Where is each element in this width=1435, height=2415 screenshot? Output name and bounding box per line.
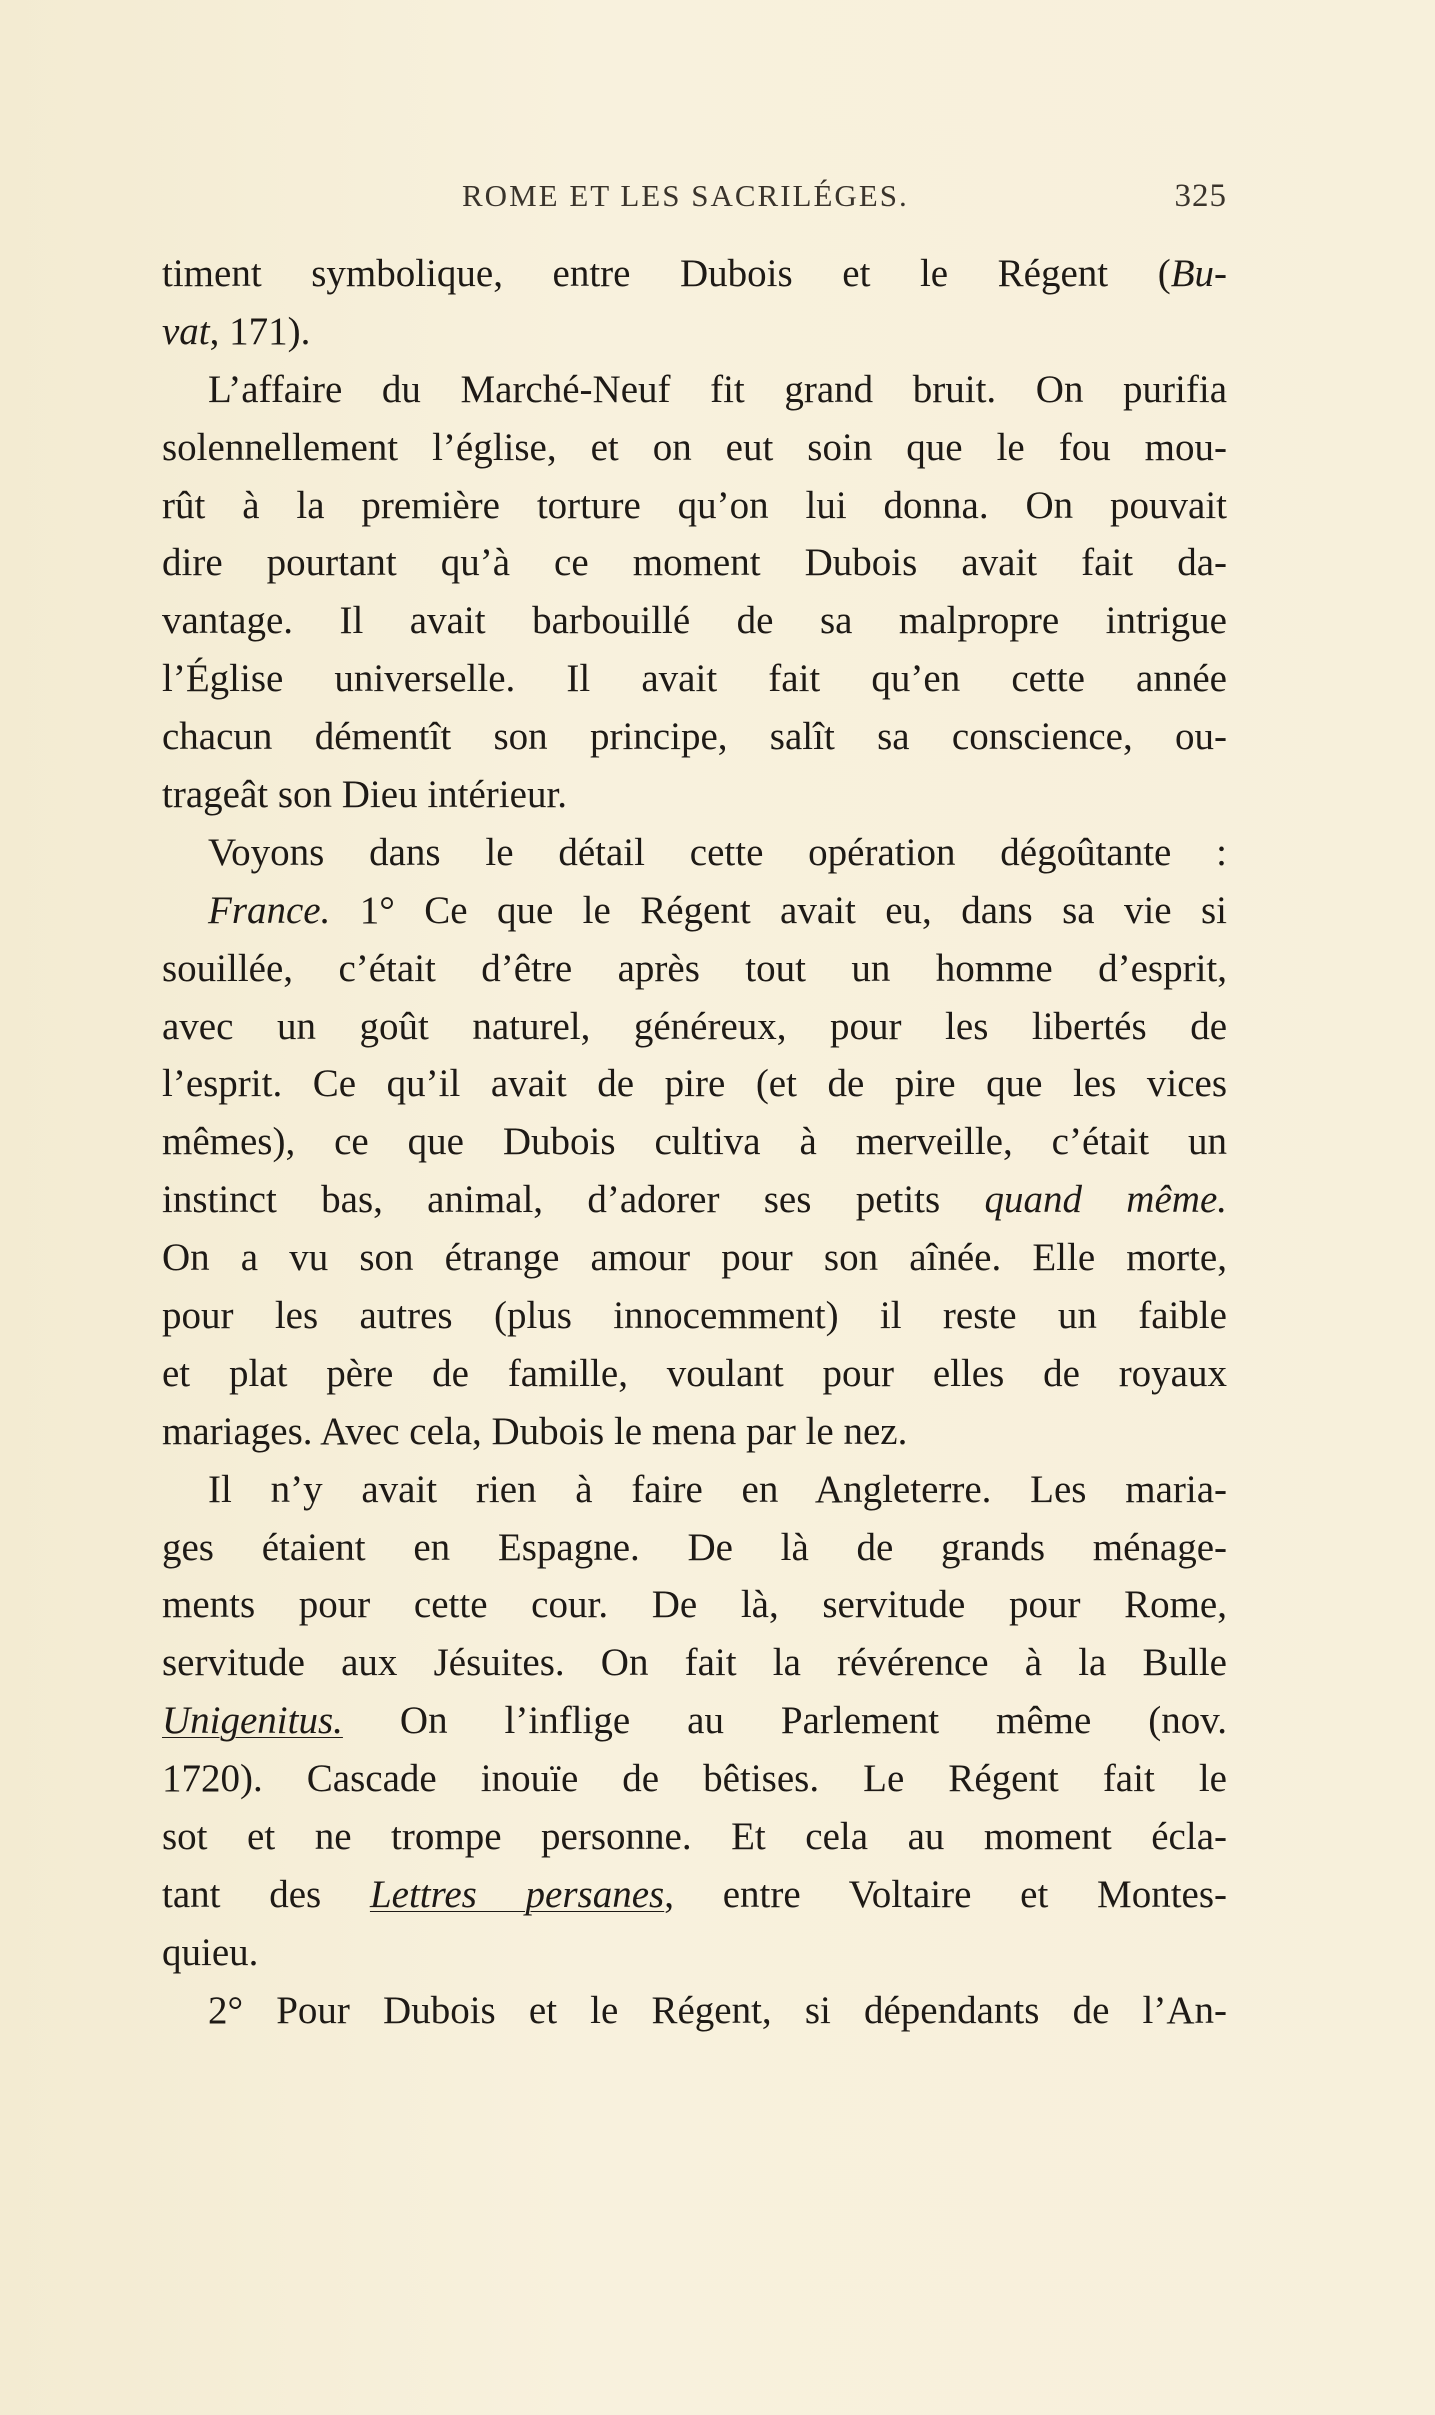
text-line: solennellement l’église, et on eut soin que le fou mou- (162, 425, 1227, 469)
text-line: souillée, c’était d’être après tout un homme d’esprit, (162, 946, 1227, 990)
text-line (162, 1866, 1227, 1924)
text-line: rût à la première torture qu’on lui donna. On pouvait (162, 483, 1227, 527)
italic-book-title: Lettres persanes (369, 1872, 665, 1916)
text-line: chacun démentît son principe, salît sa conscience, ou- (162, 715, 1227, 759)
text-line: pour les autres (plus innocemment) il reste un faible (162, 1294, 1227, 1338)
paragraph-start-line: Voyons dans le détail cette opération dégoûtante : (208, 830, 1227, 874)
text-line: vantage. Il avait barbouillé de sa malpropre intrigue (162, 599, 1227, 643)
text-line: On a vu son étrange amour pour son aînée. Elle morte, (162, 1236, 1227, 1280)
italic-phrase: quand même. (984, 1178, 1227, 1222)
italic-citation: vat (162, 309, 210, 353)
text-line: et plat père de famille, voulant pour elles de royaux (162, 1351, 1227, 1395)
paragraph-start-line: 2° Pour Dubois et le Régent, si dépendants de l’An- (208, 1988, 1227, 2032)
text-line: trageât son Dieu intérieur. (162, 773, 568, 817)
text-segment: , entre Voltaire et Montes- (664, 1872, 1227, 1916)
text-line: l’Église universelle. Il avait fait qu’en cette année (162, 657, 1227, 701)
text-line: sot et ne trompe personne. Et cela au moment écla- (162, 1815, 1227, 1859)
text-line: ges étaient en Espagne. De là de grands ménage- (162, 1525, 1227, 1569)
text-segment: , 171). (209, 309, 311, 353)
text-line (162, 1171, 1227, 1229)
text-segment: instinct bas, animal, d’adorer ses petits (162, 1178, 985, 1222)
paragraph-start-line: L’affaire du Marché-Neuf fit grand bruit. On purifia (208, 367, 1227, 411)
text-line: l’esprit. Ce qu’il avait de pire (et de pire que les vices (162, 1062, 1227, 1106)
page-number: 325 (1174, 178, 1227, 214)
text-segment: timent symbolique, entre Dubois et le Régent ( (162, 252, 1171, 295)
text-line: 1720). Cascade inouïe de bêtises. Le Régent fait le (162, 1757, 1227, 1801)
paragraph-start-line (162, 882, 1227, 940)
italic-citation: Bu- (1170, 252, 1227, 295)
body-text (162, 245, 1227, 2040)
text-segment: 1° Ce que le Régent avait eu, dans sa vie si (330, 888, 1227, 932)
text-segment: On l’inflige au Parlement même (nov. (342, 1699, 1227, 1743)
text-line (162, 245, 1227, 303)
text-line: mêmes), ce que Dubois cultiva à merveille, c’était un (162, 1120, 1227, 1164)
text-line: mariages. Avec cela, Dubois le mena par le nez. (162, 1409, 908, 1453)
running-title: ROME ET LES SACRILÉGES. (462, 178, 909, 213)
text-line (162, 303, 1227, 361)
italic-heading: France. (208, 888, 331, 932)
paragraph-start-line: Il n’y avait rien à faire en Angleterre. Les maria- (208, 1467, 1227, 1511)
text-segment: tant des (162, 1872, 370, 1916)
text-line: avec un goût naturel, généreux, pour les libertés de (162, 1004, 1227, 1048)
text-line (162, 1692, 1227, 1750)
text-line: quieu. (162, 1930, 259, 1974)
text-line: servitude aux Jésuites. On fait la révérence à la Bulle (162, 1641, 1227, 1685)
page-header (162, 178, 1227, 228)
italic-bull-title: Unigenitus. (162, 1699, 343, 1743)
text-line: dire pourtant qu’à ce moment Dubois avait fait da- (162, 541, 1227, 585)
text-line: ments pour cette cour. De là, servitude pour Rome, (162, 1583, 1227, 1627)
